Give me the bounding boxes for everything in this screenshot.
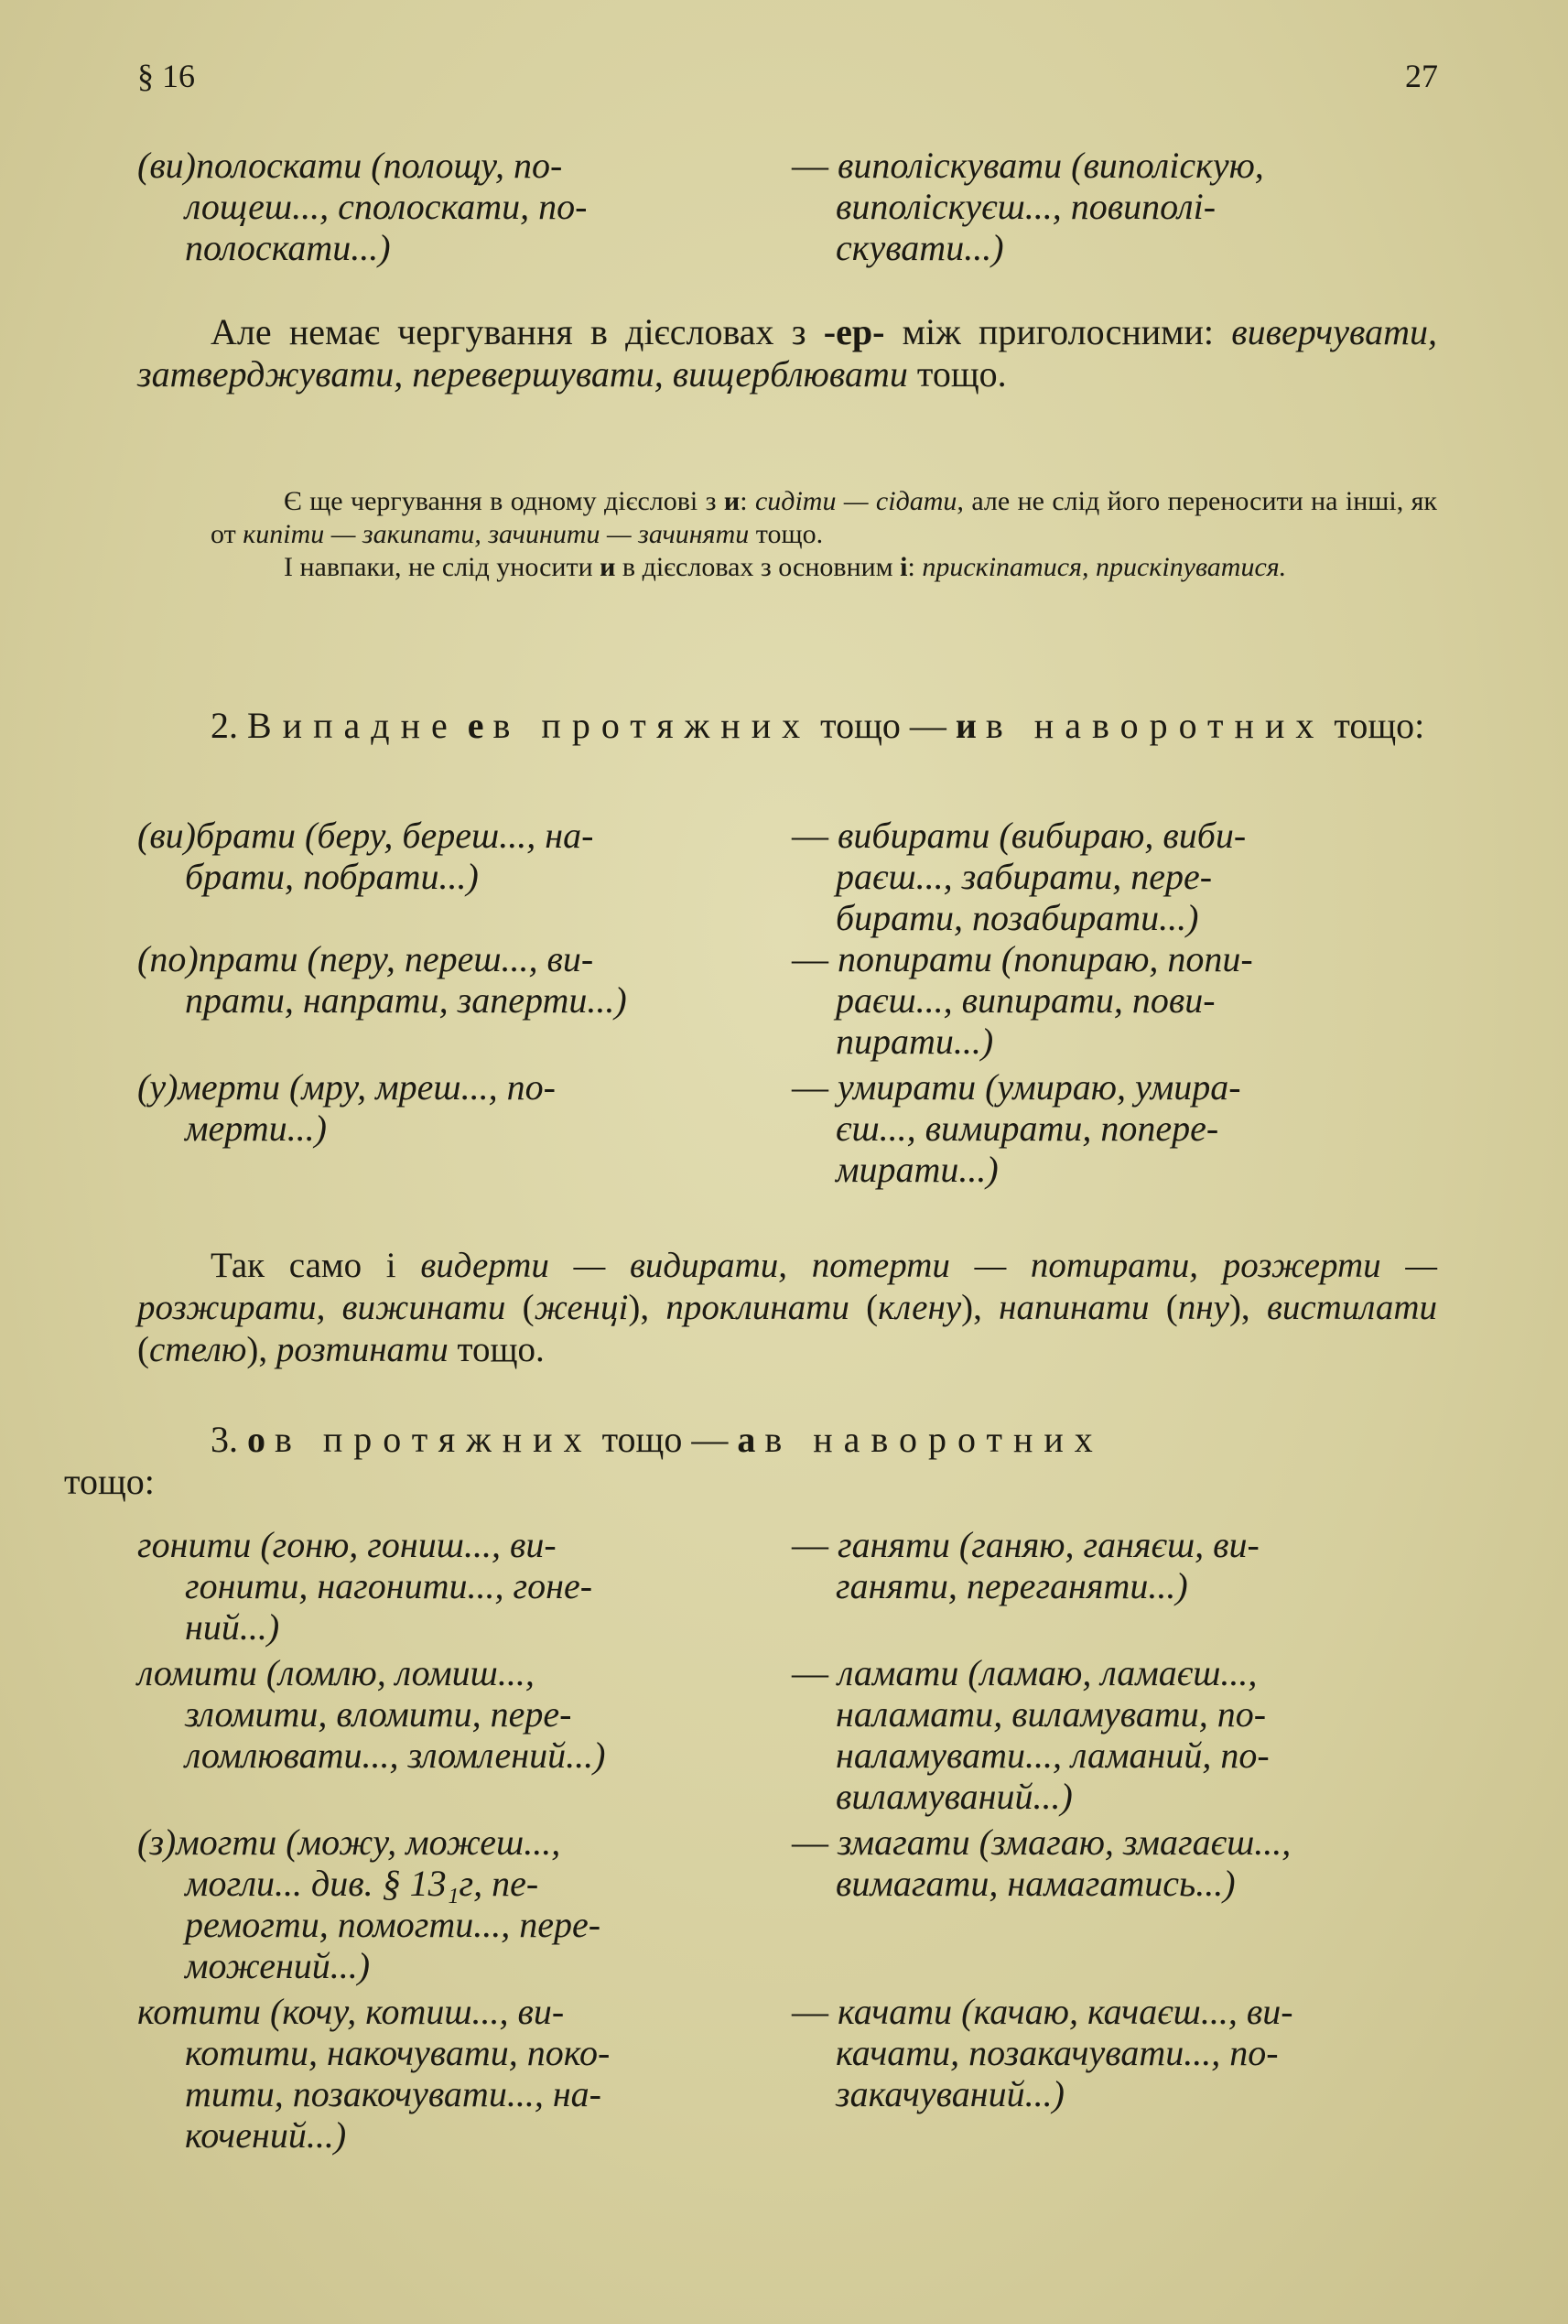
line: можений...) <box>185 1945 371 1986</box>
line: полоскати...) <box>185 227 391 268</box>
line: ломити (ломлю, ломиш..., <box>137 1652 535 1693</box>
block-2 <box>137 815 1437 1194</box>
line: ний...) <box>185 1606 280 1648</box>
paragraph-no-alternation: Але немає чергування в дієсловах з -ер- між приголосними: виверчувати, затверджувати, перевершувати, вищерблювати тощо. <box>137 311 1437 395</box>
line: скувати...) <box>836 227 1004 268</box>
paragraph-same: Так само і видерти — видирати, потерти — потирати, розжерти — розжирати, вижинати (женці), проклинати (клену), напинати (пну), вистилати (стелю), розтинати тощо. <box>137 1246 1437 1369</box>
line: єш..., вимирати, попере- <box>836 1108 1219 1149</box>
word-pair <box>137 1652 1437 1821</box>
line: гонити, нагонити..., гоне- <box>185 1565 593 1606</box>
note-p2: І навпаки, не слід уносити и в дієсловах з основним і: прискіпатися, прискіпуватися. <box>284 552 1287 582</box>
word-pair <box>137 1821 1437 1991</box>
line: качати, позакачувати..., по- <box>836 2032 1279 2073</box>
line: лощеш..., сполоскати, по- <box>185 186 588 227</box>
line: виламуваний...) <box>836 1776 1073 1817</box>
line: котити, накочувати, поко- <box>185 2032 611 2073</box>
line: закачуваний...) <box>836 2073 1065 2114</box>
line: могли... див. § 13₁г, пе- <box>185 1863 539 1904</box>
word-pair <box>137 938 1437 1066</box>
line: вибирати (вибираю, виби- <box>838 815 1247 856</box>
word-pair <box>137 1524 1437 1652</box>
dash: — <box>792 1991 828 2032</box>
dash: — <box>792 815 828 856</box>
line: (з)могти (можу, можеш..., <box>137 1821 561 1863</box>
line: наламувати..., ламаний, по- <box>836 1735 1270 1776</box>
dash: — <box>792 1066 828 1108</box>
line: гонити (гоню, гониш..., ви- <box>137 1524 557 1565</box>
line: виполіскуєш..., повиполі- <box>836 186 1217 227</box>
line: умирати (умираю, умира- <box>838 1066 1241 1108</box>
pair-right <box>792 145 1437 268</box>
dash: — <box>792 1652 828 1693</box>
word-pair <box>137 815 1437 938</box>
line: ремогти, помогти..., пере- <box>185 1904 601 1945</box>
line: бирати, позабирати...) <box>836 897 1199 938</box>
line: котити (кочу, котиш..., ви- <box>137 1991 565 2032</box>
dash: — <box>792 1524 828 1565</box>
page-number: 27 <box>1405 58 1438 94</box>
line: наламати, виламувати, по- <box>836 1693 1267 1735</box>
note-p1: Є ще чергування в одному дієслові з и: сидіти — сідати, але не слід його переносити на інші, як от кипіти — закипати, зачинити — зачиняти тощо. <box>211 486 1437 549</box>
line: (ви)брати (беру, береш..., на- <box>137 815 594 856</box>
word-pair <box>137 1066 1437 1194</box>
dash: — <box>792 1821 828 1863</box>
line: ломлювати..., зломлений...) <box>185 1735 606 1776</box>
pair-left <box>137 145 769 268</box>
line: брати, побрати...) <box>185 856 479 897</box>
line: змагати (змагаю, змагаєш..., <box>838 1821 1292 1863</box>
section-2-heading: 2. Випадне е в протяжних тощо — и в наворотних тощо: <box>211 705 1425 746</box>
line: ганяти, переганяти...) <box>836 1565 1188 1606</box>
line: прати, напрати, заперти...) <box>185 979 627 1021</box>
line: кочений...) <box>185 2114 347 2156</box>
line: виполіскувати (виполіскую, <box>838 145 1264 186</box>
word-pair <box>137 145 1437 268</box>
section-marker: § 16 <box>137 58 195 94</box>
note <box>211 485 1437 584</box>
line: попирати (попираю, попи- <box>838 938 1253 979</box>
line: зломити, вломити, пере- <box>185 1693 572 1735</box>
dash: — <box>792 938 828 979</box>
line: (у)мерти (мру, мреш..., по- <box>137 1066 556 1108</box>
line: раєш..., забирати, пере- <box>836 856 1213 897</box>
line: качати (качаю, качаєш..., ви- <box>838 1991 1293 2032</box>
dash: — <box>792 145 828 186</box>
line: мерти...) <box>185 1108 327 1149</box>
line: пирати...) <box>836 1021 994 1062</box>
line: мирати...) <box>836 1149 999 1190</box>
line: тити, позакочувати..., на- <box>185 2073 601 2114</box>
word-pair <box>137 1991 1437 2160</box>
line: ганяти (ганяю, ганяєш, ви- <box>838 1524 1260 1565</box>
line: раєш..., випирати, пови- <box>836 979 1216 1021</box>
line: (ви)полоскати (полощу, по- <box>137 145 563 186</box>
line: ламати (ламаю, ламаєш..., <box>838 1652 1258 1693</box>
line: (по)прати (перу, переш..., ви- <box>137 938 594 979</box>
block-3 <box>137 1524 1437 2160</box>
line: вимагати, намагатись...) <box>836 1863 1236 1904</box>
section-3-heading: 3. о в протяжних тощо — а в наворотних тощо: <box>64 1419 1104 1502</box>
